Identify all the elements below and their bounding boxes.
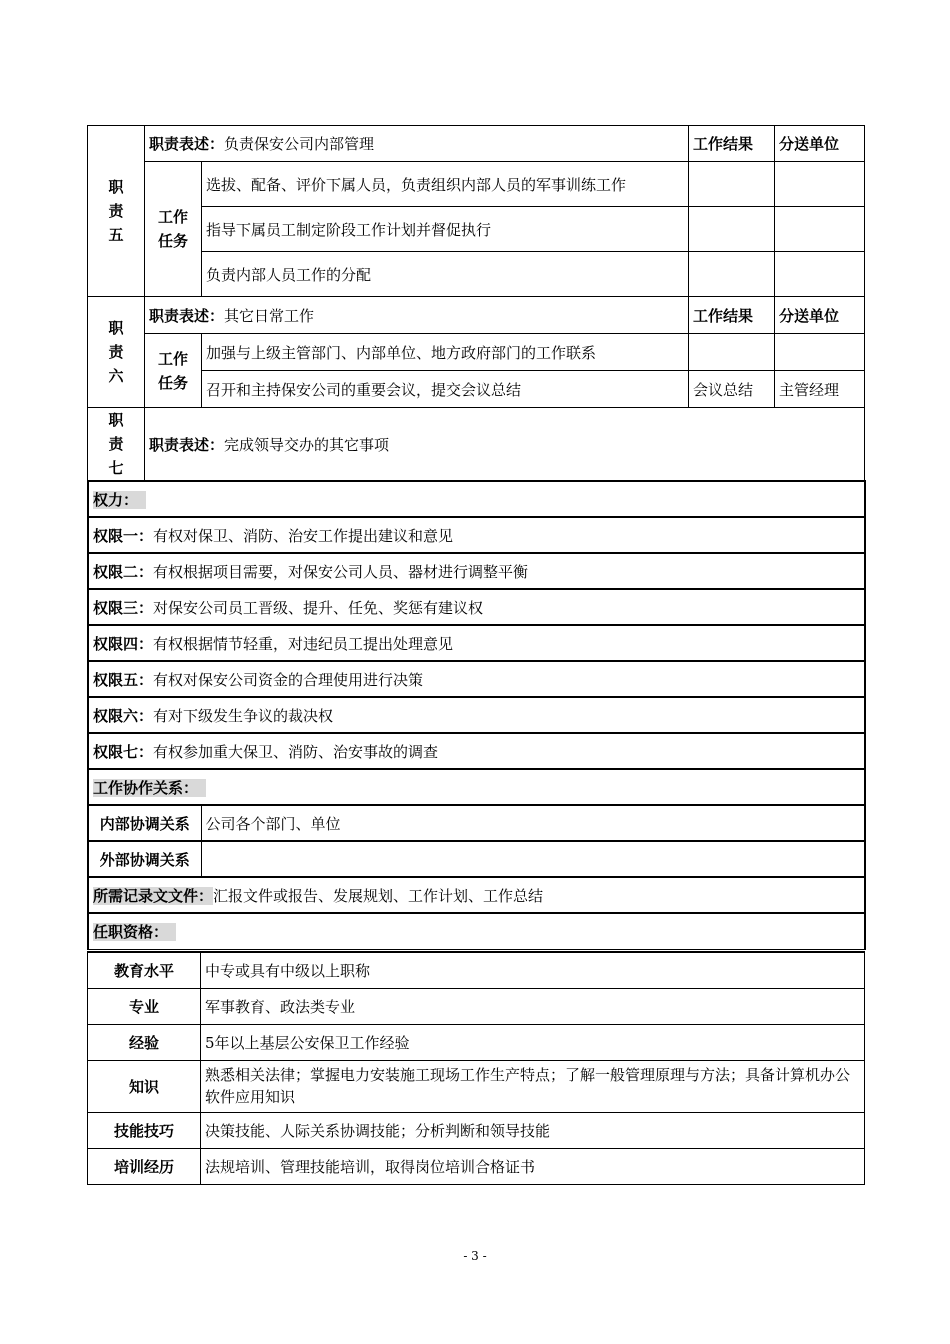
duty5-task-1-result xyxy=(689,162,775,207)
qualification-table xyxy=(87,951,865,1185)
duty5-task-1-dest xyxy=(775,162,865,207)
duty5-task-label xyxy=(145,162,202,297)
qualification-value: 军事教育、政法类专业 xyxy=(201,988,865,1024)
duty5-label-text: 职 责 五 xyxy=(108,178,124,244)
duty6-task-2: 召开和主持保安公司的重要会议，提交会议总结 xyxy=(202,371,689,408)
duty6-desc: 其它日常工作 xyxy=(224,306,315,325)
qualification-value: 决策技能、人际关系协调技能；分析判断和领导技能 xyxy=(201,1112,865,1148)
authority-text: 有权参加重大保卫、消防、治安事故的调查 xyxy=(153,742,439,761)
qualification-value: 5年以上基层公安保卫工作经验 xyxy=(201,1024,865,1060)
authority-label: 权限七： xyxy=(93,742,154,761)
authority-text: 有权根据项目需要，对保安公司人员、器材进行调整平衡 xyxy=(153,562,529,581)
authority-title-cell xyxy=(88,481,865,517)
duty5-task-3: 负责内部人员工作的分配 xyxy=(202,252,689,297)
qualification-title: 任职资格： xyxy=(93,923,176,941)
duty5-task-2-dest xyxy=(775,207,865,252)
authority-label: 权限三： xyxy=(93,598,154,617)
duty6-task-label xyxy=(145,334,202,408)
duty5-desc-cell xyxy=(145,126,689,162)
qualification-label: 培训经历 xyxy=(88,1148,201,1184)
duty7-label xyxy=(88,408,145,481)
internal-coord-value: 公司各个部门、单位 xyxy=(201,805,865,841)
duty5-task-2: 指导下属员工制定阶段工作计划并督促执行 xyxy=(202,207,689,252)
duty7-label-text: 职 责 七 xyxy=(108,411,124,477)
authority-text: 有权对保卫、消防、治安工作提出建议和意见 xyxy=(153,526,454,545)
duty6-dest-header: 分送单位 xyxy=(775,297,865,334)
qualification-label: 经验 xyxy=(88,1024,201,1060)
external-coord-label: 外部协调关系 xyxy=(88,841,201,877)
duty6-task-label-text: 工作 任务 xyxy=(157,349,188,392)
qualification-value: 法规培训、管理技能培训，取得岗位培训合格证书 xyxy=(201,1148,865,1184)
authority-row xyxy=(88,733,865,769)
qualification-label: 知识 xyxy=(88,1060,201,1112)
duty6-task-1: 加强与上级主管部门、内部单位、地方政府部门的工作联系 xyxy=(202,334,689,371)
qualification-label: 教育水平 xyxy=(88,952,201,988)
duty5-result-header: 工作结果 xyxy=(689,126,775,162)
authority-title: 权力： xyxy=(93,491,146,509)
duty5-task-3-result xyxy=(689,252,775,297)
internal-coord-label: 内部协调关系 xyxy=(88,805,201,841)
records-label: 所需记录文文件： xyxy=(93,886,214,905)
authority-table xyxy=(87,480,866,950)
records-value: 汇报文件或报告、发展规划、工作计划、工作总结 xyxy=(213,886,544,905)
duty5-dest-header: 分送单位 xyxy=(775,126,865,162)
cooperation-title-cell xyxy=(88,769,865,805)
duty6-result-header: 工作结果 xyxy=(689,297,775,334)
authority-row xyxy=(88,589,865,625)
duty5-desc: 负责保安公司内部管理 xyxy=(224,135,375,153)
duty6-task-2-result: 会议总结 xyxy=(689,371,775,408)
duty5-desc-label: 职责表述： xyxy=(149,135,225,153)
duty5-label xyxy=(88,126,145,297)
duty6-desc-cell xyxy=(145,297,689,334)
qualification-value: 中专或具有中级以上职称 xyxy=(201,952,865,988)
authority-text: 有权根据情节轻重，对违纪员工提出处理意见 xyxy=(153,634,454,653)
duty5-task-2-result xyxy=(689,207,775,252)
duty6-task-2-dest: 主管经理 xyxy=(775,371,865,408)
cooperation-title: 工作协作关系： xyxy=(93,779,206,797)
authority-label: 权限五： xyxy=(93,670,154,689)
duty7-desc: 完成领导交办的其它事项 xyxy=(224,435,390,454)
qualification-value: 熟悉相关法律；掌握电力安装施工现场工作生产特点；了解一般管理原理与方法；具备计算机办公软件应用知识 xyxy=(201,1060,865,1112)
qualification-title-cell xyxy=(88,913,865,949)
authority-text: 有权对保安公司资金的合理使用进行决策 xyxy=(153,670,424,689)
authority-row xyxy=(88,553,865,589)
authority-label: 权限四： xyxy=(93,634,154,653)
duty5-task-3-dest xyxy=(775,252,865,297)
authority-label: 权限六： xyxy=(93,706,154,725)
authority-row xyxy=(88,661,865,697)
duties-table xyxy=(87,125,865,481)
authority-row xyxy=(88,517,865,553)
qualification-label: 专业 xyxy=(88,988,201,1024)
authority-row xyxy=(88,625,865,661)
duty6-label xyxy=(88,297,145,408)
duty6-task-1-result xyxy=(689,334,775,371)
duty5-task-label-text: 工作 任务 xyxy=(157,208,188,250)
duty7-desc-label: 职责表述： xyxy=(149,435,225,454)
qualification-label: 技能技巧 xyxy=(88,1112,201,1148)
duty7-desc-cell xyxy=(145,408,865,481)
external-coord-value xyxy=(201,841,865,877)
authority-row xyxy=(88,697,865,733)
duty5-task-1: 选拔、配备、评价下属人员，负责组织内部人员的军事训练工作 xyxy=(202,162,689,207)
duty6-desc-label: 职责表述： xyxy=(149,306,225,325)
authority-label: 权限一： xyxy=(93,526,154,545)
records-row xyxy=(88,877,865,913)
authority-label: 权限二： xyxy=(93,562,154,581)
authority-text: 对保安公司员工晋级、提升、任免、奖惩有建议权 xyxy=(153,598,484,617)
page-number: - 3 - xyxy=(463,1249,487,1263)
duty6-label-text: 职 责 六 xyxy=(108,319,124,385)
duty6-task-1-dest xyxy=(775,334,865,371)
authority-text: 有对下级发生争议的裁决权 xyxy=(153,706,334,725)
